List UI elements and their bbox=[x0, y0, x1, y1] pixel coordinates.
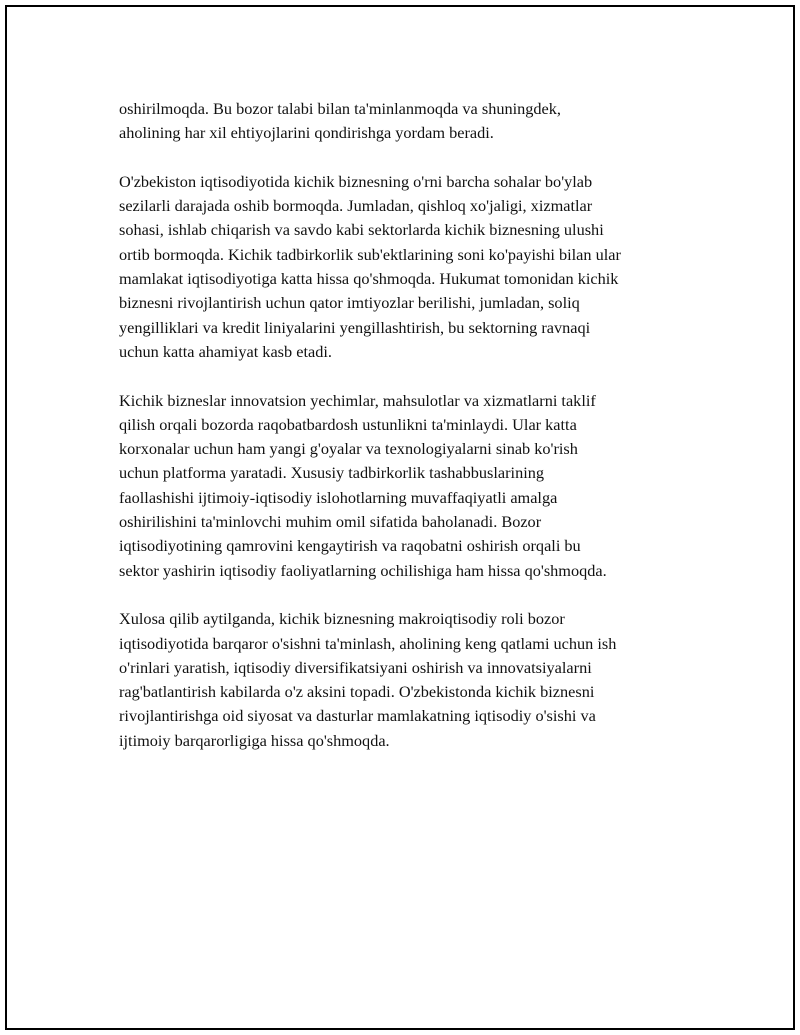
text-line: iqtisodiyotining qamrovini kengaytirish va raqobatni oshirish orqali bu bbox=[119, 536, 581, 556]
text-line: aholining har xil ehtiyojlarini qondirishga yordam beradi. bbox=[119, 123, 494, 143]
paragraph-2 bbox=[119, 170, 709, 364]
text-line: korxonalar uchun ham yangi g'oyalar va texnologiyalarni sinab ko'rish bbox=[119, 439, 578, 459]
text-line: Xulosa qilib aytilganda, kichik biznesning makroiqtisodiy roli bozor bbox=[119, 609, 565, 629]
text-line: sektor yashirin iqtisodiy faoliyatlarning ochilishiga ham hissa qo'shmoqda. bbox=[119, 560, 607, 580]
text-line: o'rinlari yaratish, iqtisodiy diversifikatsiyani oshirish va innovatsiyalarni bbox=[119, 657, 592, 677]
text-line: oshirilishini ta'minlovchi muhim omil sifatida baholanadi. Bozor bbox=[119, 512, 542, 532]
text-line: uchun katta ahamiyat kasb etadi. bbox=[119, 341, 332, 361]
text-line: ortib bormoqda. Kichik tadbirkorlik sub'ektlarining soni ko'payishi bilan ular bbox=[119, 244, 621, 264]
paragraph-4 bbox=[119, 607, 709, 753]
text-line: faollashishi ijtimoiy-iqtisodiy islohotlarning muvaffaqiyatli amalga bbox=[119, 487, 558, 507]
text-line: uchun platforma yaratadi. Xususiy tadbirkorlik tashabbuslarining bbox=[119, 463, 545, 483]
text-line: rivojlantirishga oid siyosat va dasturlar mamlakatning iqtisodiy o'sishi va bbox=[119, 706, 596, 726]
text-line: qilish orqali bozorda raqobatbardosh ustunlikni ta'minlaydi. Ular katta bbox=[119, 414, 577, 434]
text-line: Kichik bizneslar innovatsion yechimlar, mahsulotlar va xizmatlarni taklif bbox=[119, 390, 596, 410]
text-line: biznesni rivojlantirish uchun qator imtiyozlar berilishi, jumladan, soliq bbox=[119, 293, 580, 313]
paragraph-1 bbox=[119, 97, 709, 146]
document-body bbox=[119, 97, 709, 777]
text-line: ijtimoiy barqarorligiga hissa qo'shmoqda. bbox=[119, 730, 390, 750]
paragraph-3 bbox=[119, 389, 709, 583]
document-page bbox=[5, 5, 795, 1030]
text-line: iqtisodiyotida barqaror o'sishni ta'minlash, aholining keng qatlami uchun ish bbox=[119, 633, 617, 653]
text-line: rag'batlantirish kabilarda o'z aksini topadi. O'zbekistonda kichik biznesni bbox=[119, 682, 595, 702]
text-line: sezilarli darajada oshib bormoqda. Jumladan, qishloq xo'jaligi, xizmatlar bbox=[119, 196, 593, 216]
text-line: oshirilmoqda. Bu bozor talabi bilan ta'minlanmoqda va shuningdek, bbox=[119, 99, 561, 118]
text-line: mamlakat iqtisodiyotiga katta hissa qo'shmoqda. Hukumat tomonidan kichik bbox=[119, 269, 619, 289]
text-line: sohasi, ishlab chiqarish va savdo kabi sektorlarda kichik biznesning ulushi bbox=[119, 220, 604, 240]
text-line: O'zbekiston iqtisodiyotida kichik biznesning o'rni barcha sohalar bo'ylab bbox=[119, 171, 593, 191]
text-line: yengilliklari va kredit liniyalarini yengillashtirish, bu sektorning ravnaqi bbox=[119, 317, 591, 337]
